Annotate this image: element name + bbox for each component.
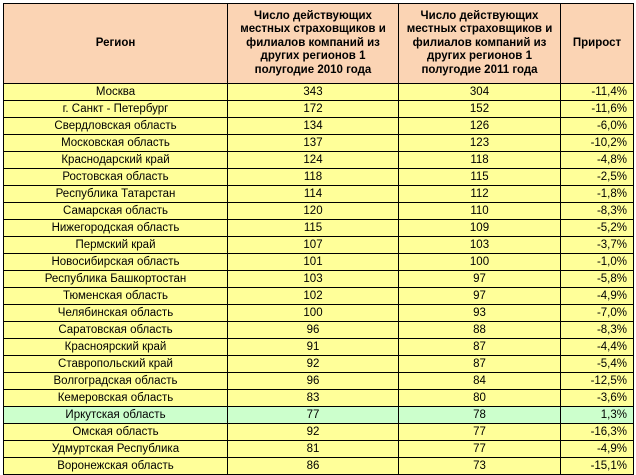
- cell-2011: 97: [399, 288, 561, 305]
- cell-region: Нижегородская область: [4, 220, 228, 237]
- table-row: [4, 373, 634, 390]
- table-row: [4, 390, 634, 407]
- cell-2011: 112: [399, 186, 561, 203]
- cell-2010: 100: [228, 305, 399, 322]
- cell-region: Удмуртская Республика: [4, 441, 228, 458]
- cell-growth: -6,0%: [561, 118, 634, 135]
- header-region: Регион: [4, 4, 228, 84]
- cell-growth: -2,5%: [561, 169, 634, 186]
- cell-growth: -4,9%: [561, 288, 634, 305]
- cell-region: Волгоградская область: [4, 373, 228, 390]
- cell-2011: 115: [399, 169, 561, 186]
- table-row: [4, 186, 634, 203]
- cell-2011: 97: [399, 271, 561, 288]
- cell-2011: 87: [399, 339, 561, 356]
- cell-2011: 73: [399, 458, 561, 475]
- table-row: [4, 237, 634, 254]
- cell-2010: 118: [228, 169, 399, 186]
- cell-region: Республика Башкортостан: [4, 271, 228, 288]
- cell-2011: 84: [399, 373, 561, 390]
- cell-growth: -8,3%: [561, 203, 634, 220]
- cell-growth: -11,4%: [561, 84, 634, 101]
- cell-growth: -7,0%: [561, 305, 634, 322]
- cell-2010: 92: [228, 424, 399, 441]
- cell-2010: 114: [228, 186, 399, 203]
- header-2011: Число действующих местных страховщиков и филиалов компаний из других регионов 1 полугодие 2011 года: [399, 4, 561, 84]
- cell-region: Красноярский край: [4, 339, 228, 356]
- table-row: [4, 407, 634, 424]
- cell-2010: 91: [228, 339, 399, 356]
- cell-2010: 77: [228, 407, 399, 424]
- cell-2010: 96: [228, 373, 399, 390]
- cell-2010: 107: [228, 237, 399, 254]
- cell-2011: 103: [399, 237, 561, 254]
- cell-2010: 86: [228, 458, 399, 475]
- table-row: [4, 203, 634, 220]
- cell-2011: 100: [399, 254, 561, 271]
- cell-growth: -16,3%: [561, 424, 634, 441]
- cell-2011: 109: [399, 220, 561, 237]
- table-row: [4, 118, 634, 135]
- cell-2010: 172: [228, 101, 399, 118]
- cell-2011: 126: [399, 118, 561, 135]
- table-row: [4, 101, 634, 118]
- cell-region: Кемеровская область: [4, 390, 228, 407]
- cell-growth: -1,8%: [561, 186, 634, 203]
- cell-growth: 1,3%: [561, 407, 634, 424]
- cell-region: Пермский край: [4, 237, 228, 254]
- cell-2010: 96: [228, 322, 399, 339]
- cell-region: Тюменская область: [4, 288, 228, 305]
- cell-growth: -3,6%: [561, 390, 634, 407]
- cell-2011: 118: [399, 152, 561, 169]
- table-row: [4, 288, 634, 305]
- cell-growth: -4,9%: [561, 441, 634, 458]
- table-row: [4, 169, 634, 186]
- cell-2010: 343: [228, 84, 399, 101]
- cell-2010: 102: [228, 288, 399, 305]
- cell-region: Омская область: [4, 424, 228, 441]
- cell-growth: -1,0%: [561, 254, 634, 271]
- cell-growth: -11,6%: [561, 101, 634, 118]
- cell-region: Республика Татарстан: [4, 186, 228, 203]
- cell-2011: 78: [399, 407, 561, 424]
- cell-region: Иркутская область: [4, 407, 228, 424]
- cell-region: Новосибирская область: [4, 254, 228, 271]
- cell-2010: 137: [228, 135, 399, 152]
- cell-2011: 77: [399, 441, 561, 458]
- table-row: [4, 424, 634, 441]
- cell-region: Челябинская область: [4, 305, 228, 322]
- cell-region: Самарская область: [4, 203, 228, 220]
- cell-2011: 152: [399, 101, 561, 118]
- cell-region: Свердловская область: [4, 118, 228, 135]
- cell-region: Москва: [4, 84, 228, 101]
- header-2010: Число действующих местных страховщиков и филиалов компаний из других регионов 1 полугодие 2010 года: [228, 4, 399, 84]
- insurers-table: [3, 3, 634, 475]
- table-row: [4, 135, 634, 152]
- table-row: [4, 254, 634, 271]
- cell-region: Ставропольский край: [4, 356, 228, 373]
- table-row: [4, 322, 634, 339]
- table-row: [4, 305, 634, 322]
- table-row: [4, 441, 634, 458]
- cell-growth: -15,1%: [561, 458, 634, 475]
- cell-growth: -8,3%: [561, 322, 634, 339]
- cell-2011: 87: [399, 356, 561, 373]
- table-body: [4, 84, 634, 475]
- table-row: [4, 271, 634, 288]
- cell-2010: 124: [228, 152, 399, 169]
- cell-growth: -10,2%: [561, 135, 634, 152]
- cell-growth: -4,4%: [561, 339, 634, 356]
- cell-2011: 110: [399, 203, 561, 220]
- table-row: [4, 152, 634, 169]
- cell-2011: 77: [399, 424, 561, 441]
- cell-2010: 83: [228, 390, 399, 407]
- cell-2011: 88: [399, 322, 561, 339]
- cell-growth: -4,8%: [561, 152, 634, 169]
- cell-region: Воронежская область: [4, 458, 228, 475]
- cell-region: г. Санкт - Петербург: [4, 101, 228, 118]
- cell-2010: 134: [228, 118, 399, 135]
- cell-region: Ростовская область: [4, 169, 228, 186]
- table-row: [4, 84, 634, 101]
- table-row: [4, 220, 634, 237]
- cell-region: Московская область: [4, 135, 228, 152]
- cell-2011: 123: [399, 135, 561, 152]
- cell-2010: 81: [228, 441, 399, 458]
- table-header: [4, 4, 634, 84]
- cell-growth: -5,2%: [561, 220, 634, 237]
- table-row: [4, 458, 634, 475]
- table-row: [4, 339, 634, 356]
- cell-2011: 80: [399, 390, 561, 407]
- cell-growth: -12,5%: [561, 373, 634, 390]
- cell-2011: 304: [399, 84, 561, 101]
- cell-2010: 115: [228, 220, 399, 237]
- cell-2010: 92: [228, 356, 399, 373]
- table-row: [4, 356, 634, 373]
- cell-2011: 93: [399, 305, 561, 322]
- cell-region: Краснодарский край: [4, 152, 228, 169]
- cell-growth: -5,8%: [561, 271, 634, 288]
- cell-region: Саратовская область: [4, 322, 228, 339]
- cell-growth: -3,7%: [561, 237, 634, 254]
- cell-2010: 103: [228, 271, 399, 288]
- cell-growth: -5,4%: [561, 356, 634, 373]
- cell-2010: 120: [228, 203, 399, 220]
- cell-2010: 101: [228, 254, 399, 271]
- header-growth: Прирост: [561, 4, 634, 84]
- header-row: [4, 4, 634, 84]
